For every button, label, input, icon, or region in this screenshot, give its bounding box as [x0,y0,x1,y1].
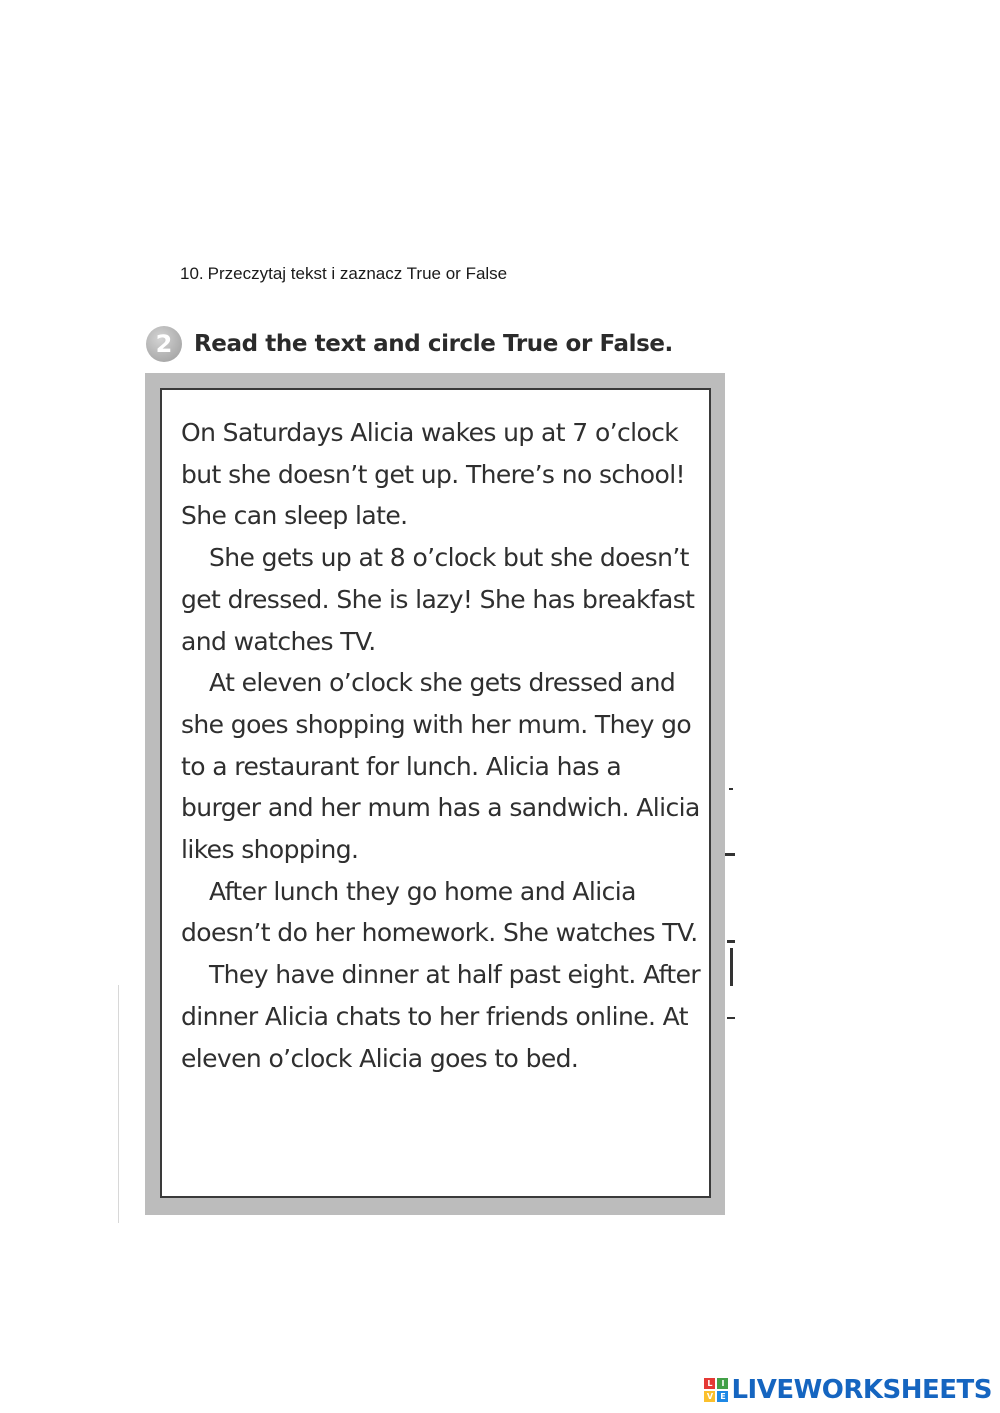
exercise-instruction [180,264,507,284]
scan-mark [727,940,735,943]
logo-letter: I [717,1378,728,1389]
scan-mark [729,788,733,790]
scan-mark [730,948,733,986]
exercise-instruction-text: Przeczytaj tekst i zaznacz True or False [207,264,508,283]
logo-letter: L [704,1378,715,1389]
exercise-number: 10. [180,264,204,283]
reading-paragraph-3: At eleven o’clock she gets dressed and she goes shopping with her mum. They go to a restaurant for lunch. Alicia has a burger and her mum has a sandwich. Alicia likes shopping. [181,668,700,865]
task-heading [146,326,673,362]
reading-paragraph-1: On Saturdays Alicia wakes up at 7 o’clock but she doesn’t get up. There’s no school! She can sleep late. [181,418,685,531]
reading-paragraph-2: She gets up at 8 o’clock but she doesn’t get dressed. She is lazy! She has breakfast and watches TV. [181,543,695,656]
liveworksheets-logo [704,1375,992,1405]
task-number-badge: 2 [146,326,182,362]
scan-mark [725,853,735,856]
scan-mark [118,985,119,1223]
logo-mark-icon [704,1378,728,1402]
reading-paragraph-4: After lunch they go home and Alicia doesn’t do her homework. She watches TV. [181,876,698,948]
reading-box [160,388,711,1198]
reading-text [181,412,701,1079]
scan-mark [727,1017,735,1019]
logo-letter: E [717,1391,728,1402]
task-title: Read the text and circle True or False. [194,331,673,357]
logo-letter: V [704,1391,715,1402]
reading-paragraph-5: They have dinner at half past eight. After dinner Alicia chats to her friends online. At eleven o’clock Alicia goes to bed. [181,960,701,1073]
reading-frame [145,373,725,1215]
logo-text: LIVEWORKSHEETS [731,1375,992,1405]
